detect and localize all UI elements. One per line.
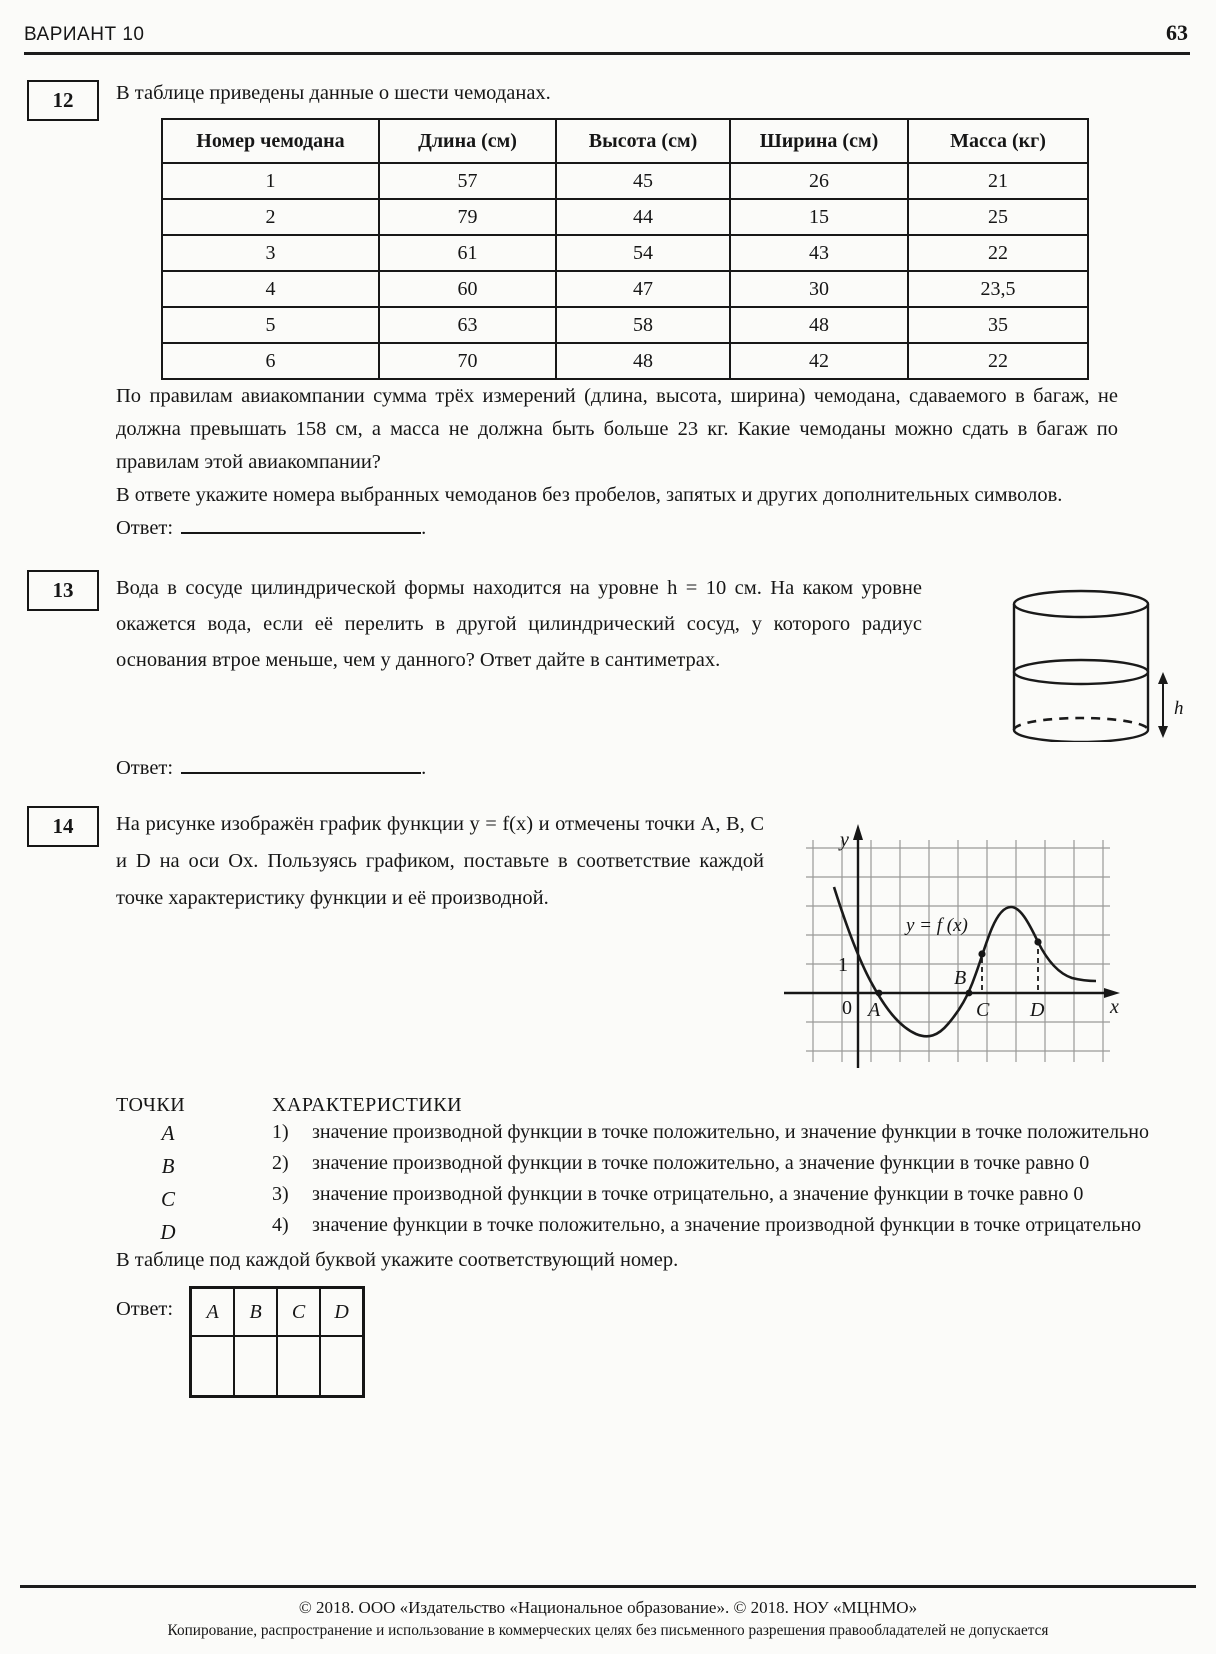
points-header: ТОЧКИ [116, 1094, 186, 1116]
answer-grid [189, 1286, 365, 1398]
table-header-cell: Высота (см) [556, 119, 730, 163]
problem-12-intro: В таблице приведены данные о шести чемоданах. [116, 82, 551, 104]
problem-13-text: Вода в сосуде цилиндрической формы находится на уровне h = 10 см. На каком уровне окажется вода, если её перелить в другой цилиндрический сосуд, у которого радиус основания втрое меньше, чем у данного? Ответ дайте в сантиметрах. [116, 577, 922, 671]
function-graph [776, 790, 1126, 1072]
table-cell: 48 [556, 343, 730, 379]
page-number: 63 [1166, 20, 1188, 45]
characteristic-text: значение производной функции в точке положительно, а значение функции в точке равно 0 [312, 1152, 1090, 1174]
characteristic-text: значение производной функции в точке отрицательно, а значение функции в точке равно 0 [312, 1183, 1084, 1205]
problem-13-body [116, 570, 1216, 780]
problem-14-answer-row [116, 1286, 1216, 1398]
answer-grid-header-cell: A [191, 1288, 235, 1337]
table-header-cell: Ширина (см) [730, 119, 908, 163]
curve-label: y = f (x) [906, 915, 968, 936]
copyright-line: © 2018. ООО «Издательство «Национальное образование». © 2018. НОУ «МЦНМО» [298, 1598, 918, 1617]
table-cell: 79 [379, 199, 556, 235]
origin-label: 0 [842, 997, 852, 1019]
table-cell: 48 [730, 307, 908, 343]
page-header [24, 0, 1190, 55]
characteristic-item [272, 1179, 1170, 1210]
point-letter: A [161, 1121, 175, 1145]
graph-point-C: C [976, 999, 990, 1021]
characteristic-number: 3) [272, 1183, 289, 1205]
matching-block [116, 1094, 1216, 1249]
table-cell: 6 [162, 343, 379, 379]
answer-suffix: . [421, 757, 427, 779]
point-A-dot [876, 990, 883, 997]
points-column [116, 1094, 272, 1249]
point-C-dot [978, 950, 985, 957]
table-header-cell: Длина (см) [379, 119, 556, 163]
answer-suffix: . [421, 517, 427, 539]
answer-label: Ответ: [116, 517, 174, 539]
table-cell: 25 [908, 199, 1088, 235]
table-cell: 21 [908, 163, 1088, 199]
problem-14 [0, 806, 1216, 1398]
point-letter: B [161, 1154, 175, 1178]
table-row [162, 235, 1088, 271]
problem-12-answer-line [116, 512, 1216, 540]
table-cell: 4 [162, 271, 379, 307]
copy-restriction-line: Копирование, распространение и использование в коммерческих целях без письменного разрешения правообладателей не допускается [167, 1622, 1049, 1639]
problem-12-body [116, 80, 1216, 540]
answer-grid-header-cell: B [234, 1288, 277, 1337]
problem-12-note: В ответе укажите номера выбранных чемоданов без пробелов, запятых и других дополнительных символов. [116, 484, 1063, 506]
table-cell: 5 [162, 307, 379, 343]
problem-13-answer-line [116, 752, 1216, 780]
table-cell: 60 [379, 271, 556, 307]
points-list [116, 1117, 272, 1249]
h-label: h [1174, 698, 1184, 719]
answer-label: Ответ: [116, 757, 174, 779]
problem-13 [0, 570, 1216, 780]
characteristic-item [272, 1117, 1170, 1148]
characteristics-list [272, 1117, 1170, 1241]
table-row [162, 199, 1088, 235]
table-cell: 30 [730, 271, 908, 307]
problem-14-body [116, 806, 1216, 1398]
table-cell: 26 [730, 163, 908, 199]
table-instruction: В таблице под каждой буквой укажите соответствующий номер. [116, 1249, 679, 1271]
table-cell: 2 [162, 199, 379, 235]
characteristics-header: ХАРАКТЕРИСТИКИ [272, 1094, 463, 1116]
problem-12-text: По правилам авиакомпании сумма трёх измерений (длина, высота, ширина) чемодана, сдаваемого в багаж, не должна превышать 158 см, а масса не должна быть больше 23 кг. Какие чемоданы можно сдать в багаж по правилам этой авиакомпании? [116, 385, 1118, 473]
table-cell: 22 [908, 235, 1088, 271]
answer-label: Ответ: [116, 1298, 174, 1320]
table-cell: 1 [162, 163, 379, 199]
answer-grid-empty-cell [277, 1336, 320, 1397]
table-cell: 45 [556, 163, 730, 199]
answer-grid-empty-cell [320, 1336, 364, 1397]
table-row [162, 271, 1088, 307]
table-row [162, 163, 1088, 199]
point-B-dot [966, 990, 973, 997]
table-cell: 42 [730, 343, 908, 379]
cylinder-figure [956, 542, 1206, 742]
table-cell: 35 [908, 307, 1088, 343]
answer-grid-header-cell: D [320, 1288, 364, 1337]
graph-point-D: D [1030, 999, 1045, 1021]
variant-label: ВАРИАНТ 10 [24, 24, 145, 45]
table-cell: 57 [379, 163, 556, 199]
problem-14-number-box: 14 [27, 806, 99, 847]
table-cell: 43 [730, 235, 908, 271]
table-header-cell: Номер чемодана [162, 119, 379, 163]
characteristic-text: значение функции в точке положительно, а значение производной функции в точке отрицательно [312, 1214, 1142, 1236]
table-cell: 58 [556, 307, 730, 343]
page-footer [20, 1585, 1196, 1640]
characteristic-text: значение производной функции в точке положительно, и значение функции в точке положительно [312, 1121, 1149, 1143]
problem-14-text: На рисунке изображён график функции y = f(x) и отмечены точки A, B, C и D на оси Ox. Пользуясь графиком, поставьте в соответствие каждой точке характеристику функции и её производной. [116, 813, 764, 909]
table-cell: 22 [908, 343, 1088, 379]
unit-label: 1 [838, 954, 848, 976]
table-cell: 15 [730, 199, 908, 235]
y-axis-label: y [840, 829, 849, 851]
table-header-cell: Масса (кг) [908, 119, 1088, 163]
graph-point-B: B [954, 967, 967, 989]
point-letter: D [160, 1220, 176, 1244]
table-cell: 63 [379, 307, 556, 343]
table-row [162, 343, 1088, 379]
characteristics-column [272, 1094, 1216, 1249]
characteristic-number: 2) [272, 1152, 289, 1174]
characteristic-number: 4) [272, 1214, 289, 1236]
answer-blank [181, 752, 421, 774]
table-cell: 70 [379, 343, 556, 379]
answer-grid-header-cell: C [277, 1288, 320, 1337]
answer-grid-empty-cell [234, 1336, 277, 1397]
table-cell: 54 [556, 235, 730, 271]
problem-12 [0, 80, 1216, 540]
answer-blank [181, 512, 421, 534]
characteristic-item [272, 1210, 1170, 1241]
table-cell: 23,5 [908, 271, 1088, 307]
point-letter: C [160, 1187, 175, 1211]
graph-point-A: A [868, 999, 881, 1021]
table-cell: 61 [379, 235, 556, 271]
table-cell: 44 [556, 199, 730, 235]
point-D-dot [1034, 938, 1041, 945]
table-row [162, 307, 1088, 343]
characteristic-item [272, 1148, 1170, 1179]
table-cell: 3 [162, 235, 379, 271]
table-cell: 47 [556, 271, 730, 307]
suitcase-table [161, 118, 1089, 380]
answer-grid-empty-cell [191, 1336, 235, 1397]
problem-12-number-box: 12 [27, 80, 99, 121]
x-axis-label: x [1110, 996, 1119, 1018]
characteristic-number: 1) [272, 1121, 289, 1143]
problem-13-number-box: 13 [27, 570, 99, 611]
